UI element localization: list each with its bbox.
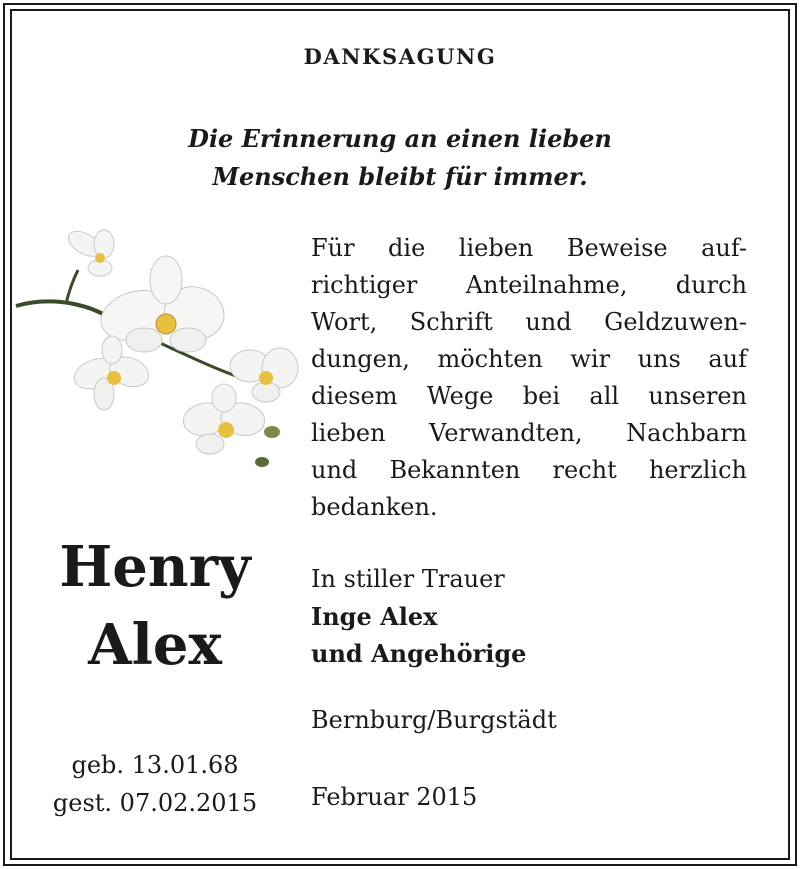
signoff-name-2: und Angehörige	[311, 639, 527, 668]
thanks-line: Wort, Schrift und Geldzuwen-	[311, 308, 747, 336]
deceased-name	[30, 528, 280, 684]
thanks-line: lieben Verwandten, Nachbarn	[311, 419, 747, 447]
thanks-line: dungen, möchten wir uns auf	[311, 345, 747, 373]
death-date: gest. 07.02.2015	[52, 789, 258, 817]
thanks-line: bedanken.	[311, 493, 438, 521]
deceased-first-name: Henry	[59, 534, 251, 600]
life-dates	[30, 746, 280, 822]
orchid-icon	[14, 226, 304, 476]
thanks-line: richtiger Anteilnahme, durch	[311, 271, 747, 299]
notice-date: Februar 2015	[311, 783, 478, 811]
signoff	[311, 561, 731, 672]
birth-date: geb. 13.01.68	[71, 751, 239, 779]
signoff-name-1: Inge Alex	[311, 602, 438, 631]
thanks-line: diesem Wege bei all unseren	[311, 382, 747, 410]
deceased-last-name: Alex	[88, 612, 222, 678]
thanks-paragraph	[311, 230, 747, 526]
place: Bernburg/Burgstädt	[311, 706, 557, 734]
heading: DANKSAGUNG	[303, 44, 497, 69]
thanks-line: und Bekannten recht herzlich	[311, 456, 747, 484]
motto	[0, 120, 800, 196]
signoff-intro: In stiller Trauer	[311, 565, 505, 593]
motto-line-2: Menschen bleibt für immer.	[212, 162, 588, 191]
thanks-line: Für die lieben Beweise auf-	[311, 234, 747, 262]
motto-line-1: Die Erinnerung an einen lieben	[188, 124, 612, 153]
